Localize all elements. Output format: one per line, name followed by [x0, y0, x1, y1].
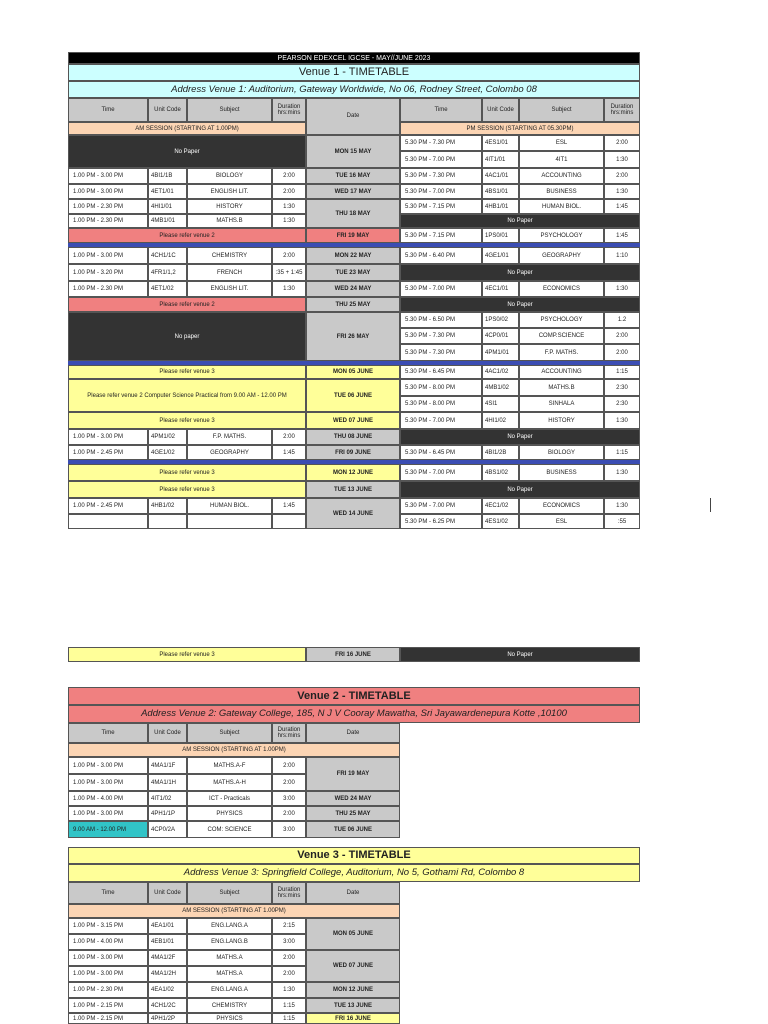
venue2-address: Address Venue 2: Gateway College, 185, N J V Cooray Mawatha, Sri Jayawardenepura Kotte ,10100 — [68, 705, 640, 723]
v2-date-fri-19-may: FRI 19 MAY — [306, 757, 400, 791]
am-row-1-time: 1.00 PM - 3.00 PM — [68, 168, 148, 184]
v2-row-1-time: 1.00 PM - 3.00 PM — [68, 757, 148, 774]
pm-row-9-subject: PSYCHOLOGY — [519, 312, 604, 328]
pm-row-17-duration: 1:30 — [604, 464, 640, 481]
v2-am-session: AM SESSION (STARTING AT 1.00PM) — [68, 743, 400, 757]
pm-row-5-unit: 4HB1/01 — [482, 199, 519, 214]
am-row-9-time: 1.00 PM - 2.45 PM — [68, 445, 148, 460]
pm-row-17-unit: 4BS1/02 — [482, 464, 519, 481]
pm-row-3-duration: 2:00 — [604, 168, 640, 184]
v3-row-7-subject: PHYSICS — [187, 1013, 272, 1024]
pm-row-14-time: 5.30 PM - 8.00 PM — [400, 396, 482, 412]
date-wed-07-june: WED 07 JUNE — [306, 412, 400, 429]
v2-header-col_unit: Unit Code — [148, 723, 187, 743]
pm-row-3-time: 5.30 PM - 7.30 PM — [400, 168, 482, 184]
am-row-8-time: 1.00 PM - 3.00 PM — [68, 429, 148, 445]
pm-row-10-time: 5.30 PM - 7.30 PM — [400, 328, 482, 344]
am-row-4-unit: 4MB1/01 — [148, 214, 187, 228]
pm-row-12-time: 5.30 PM - 6.45 PM — [400, 365, 482, 379]
v3-row-7-duration: 1:15 — [272, 1013, 306, 1024]
v2-row-1-duration: 2:00 — [272, 757, 306, 774]
pm-row-1-subject: ESL — [519, 135, 604, 151]
pm-row-8-duration: 1:30 — [604, 281, 640, 297]
am-row-10-time: 1.00 PM - 2.45 PM — [68, 498, 148, 514]
refer-venue3-d: Please refer venue 3 — [68, 481, 306, 498]
v2-date-wed-24-may: WED 24 MAY — [306, 791, 400, 806]
v2-row-3-duration: 3:00 — [272, 791, 306, 806]
pm-no-paper-4: No Paper — [400, 429, 640, 445]
pm-row-11-time: 5.30 PM - 7.30 PM — [400, 344, 482, 361]
v3-row-4-subject: MATHS.A — [187, 966, 272, 982]
date-wed-24-may: WED 24 MAY — [306, 281, 400, 297]
am-row-5-time: 1.00 PM - 3.00 PM — [68, 247, 148, 264]
pm-row-14-subject: SINHALA — [519, 396, 604, 412]
v2-row-1-subject: MATHS.A-F — [187, 757, 272, 774]
pm-header-col_subject: Subject — [519, 98, 604, 122]
pm-row-10-duration: 2:00 — [604, 328, 640, 344]
v2-row-1-unit: 4MA1/1F — [148, 757, 187, 774]
pm-row-12-unit: 4AC1/02 — [482, 365, 519, 379]
v2-row-4-subject: PHYSICS — [187, 806, 272, 821]
am-row-2-duration: 2:00 — [272, 184, 306, 199]
v3-row-2-unit: 4EB1/01 — [148, 934, 187, 950]
am-row-1-unit: 4BI1/1B — [148, 168, 187, 184]
v3-row-2-subject: ENG.LANG.B — [187, 934, 272, 950]
pm-row-19-duration: :55 — [604, 514, 640, 529]
date-thu-25-may: THU 25 MAY — [306, 297, 400, 312]
v2-date-tue-06-june: TUE 06 JUNE — [306, 821, 400, 838]
v2-row-4-unit: 4PH1/1P — [148, 806, 187, 821]
pm-row-15-time: 5.30 PM - 7.00 PM — [400, 412, 482, 429]
am-row-7-unit: 4ET1/02 — [148, 281, 187, 297]
v3-row-3-duration: 2:00 — [272, 950, 306, 966]
pm-row-6-time: 5.30 PM - 7.15 PM — [400, 228, 482, 243]
am-row-9-duration: 1:45 — [272, 445, 306, 460]
am-row-7-duration: 1:30 — [272, 281, 306, 297]
pm-row-4-subject: BUSINESS — [519, 184, 604, 199]
am-row-5-duration: 2:00 — [272, 247, 306, 264]
pm-row-9-time: 5.30 PM - 6.50 PM — [400, 312, 482, 328]
am-row-2-subject: ENGLISH LIT. — [187, 184, 272, 199]
v3-row-3-unit: 4MA1/2F — [148, 950, 187, 966]
pm-row-15-duration: 1:30 — [604, 412, 640, 429]
v3-row-4-unit: 4MA1/2H — [148, 966, 187, 982]
v2-header-col_time: Time — [68, 723, 148, 743]
header-col_duration: Duration hrs:mins — [272, 98, 306, 122]
pm-row-9-unit: 1PS0/02 — [482, 312, 519, 328]
v3-row-5-unit: 4EA1/02 — [148, 982, 187, 998]
refer-venue2-cs: Please refer venue 2 Computer Science Practical from 9.00 AM - 12.00 PM — [68, 379, 306, 412]
pm-row-17-subject: BUSINESS — [519, 464, 604, 481]
v2-date-thu-25-may: THU 25 MAY — [306, 806, 400, 821]
pm-row-13-unit: 4MB1/02 — [482, 379, 519, 396]
pm-header-col_unit: Unit Code — [482, 98, 519, 122]
v3-row-1-subject: ENG.LANG.A — [187, 918, 272, 934]
venue3-address: Address Venue 3: Springfield College, Auditorium, No 5, Gothami Rd, Colombo 8 — [68, 864, 640, 882]
pm-row-18-time: 5.30 PM - 7.00 PM — [400, 498, 482, 514]
refer-venue3-b: Please refer venue 3 — [68, 412, 306, 429]
am-row-5-unit: 4CH1/1C — [148, 247, 187, 264]
pm-row-3-unit: 4AC1/01 — [482, 168, 519, 184]
pm-row-16-subject: BIOLOGY — [519, 445, 604, 460]
am-row-7-time: 1.00 PM - 2.30 PM — [68, 281, 148, 297]
date-tue-06-june: TUE 06 JUNE — [306, 379, 400, 412]
refer-venue2-b: Please refer venue 2 — [68, 297, 306, 312]
v2-row-3-time: 1.00 PM - 4.00 PM — [68, 791, 148, 806]
pm-row-10-unit: 4CP0/01 — [482, 328, 519, 344]
v3-row-2-duration: 3:00 — [272, 934, 306, 950]
v3-row-5-duration: 1:30 — [272, 982, 306, 998]
pm-row-4-time: 5.30 PM - 7.00 PM — [400, 184, 482, 199]
pm-no-paper-1: No Paper — [400, 214, 640, 228]
date-mon-05-june: MON 05 JUNE — [306, 365, 400, 379]
pm-row-6-subject: PSYCHOLOGY — [519, 228, 604, 243]
pm-row-6-duration: 1:45 — [604, 228, 640, 243]
pm-row-2-duration: 1:30 — [604, 151, 640, 168]
pm-row-6-unit: 1PS0/01 — [482, 228, 519, 243]
venue2-title: Venue 2 - TIMETABLE — [68, 687, 640, 705]
pm-row-16-duration: 1:15 — [604, 445, 640, 460]
pm-row-13-time: 5.30 PM - 8.00 PM — [400, 379, 482, 396]
v2-row-5-duration: 3:00 — [272, 821, 306, 838]
am-row-6-time: 1.00 PM - 3.20 PM — [68, 264, 148, 281]
pm-row-1-unit: 4ES1/01 — [482, 135, 519, 151]
am-row-1-subject: BIOLOGY — [187, 168, 272, 184]
v2-header-date: Date — [306, 723, 400, 743]
am-row-6-duration: :35 + 1:45 — [272, 264, 306, 281]
pm-row-15-subject: HISTORY — [519, 412, 604, 429]
v3-header-col_unit: Unit Code — [148, 882, 187, 904]
pm-row-4-unit: 4BS1/01 — [482, 184, 519, 199]
pm-row-18-unit: 4EC1/02 — [482, 498, 519, 514]
pm-row-18-subject: ECONOMICS — [519, 498, 604, 514]
am-row-4-subject: MATHS.B — [187, 214, 272, 228]
date-wed-17-may: WED 17 MAY — [306, 184, 400, 199]
v2-row-2-subject: MATHS.A-H — [187, 774, 272, 791]
pm-row-4-duration: 1:30 — [604, 184, 640, 199]
refer-venue3-e: Please refer venue 3 — [68, 647, 306, 662]
pm-row-8-subject: ECONOMICS — [519, 281, 604, 297]
pm-row-11-unit: 4PM1/01 — [482, 344, 519, 361]
pm-header-col_time: Time — [400, 98, 482, 122]
header-col_time: Time — [68, 98, 148, 122]
am-row-2-unit: 4ET1/01 — [148, 184, 187, 199]
pm-row-14-unit: 4SI1 — [482, 396, 519, 412]
am-row-6-unit: 4FR1/1,2 — [148, 264, 187, 281]
date-tue-23-may: TUE 23 MAY — [306, 264, 400, 281]
date-mon-15-may: MON 15 MAY — [306, 135, 400, 168]
am-row-empty-blank-2 — [187, 514, 272, 529]
v3-header-col_duration: Duration hrs:mins — [272, 882, 306, 904]
am-row-7-subject: ENGLISH LIT. — [187, 281, 272, 297]
pm-row-7-unit: 4GE1/01 — [482, 247, 519, 264]
date-mon-22-may: MON 22 MAY — [306, 247, 400, 264]
pm-row-17-time: 5.30 PM - 7.00 PM — [400, 464, 482, 481]
v3-row-6-subject: CHEMISTRY — [187, 998, 272, 1013]
pm-row-18-duration: 1:30 — [604, 498, 640, 514]
v2-header-col_subject: Subject — [187, 723, 272, 743]
refer-venue3: Please refer venue 3 — [68, 365, 306, 379]
pm-row-3-subject: ACCOUNTING — [519, 168, 604, 184]
v2-row-5-subject: COM: SCIENCE — [187, 821, 272, 838]
text-cursor — [710, 498, 711, 512]
pm-row-10-subject: COMP.SCIENCE — [519, 328, 604, 344]
pm-row-9-duration: 1.2 — [604, 312, 640, 328]
v3-row-7-time: 1.00 PM - 2.15 PM — [68, 1013, 148, 1024]
am-row-8-unit: 4PM1/02 — [148, 429, 187, 445]
pm-row-7-time: 5.30 PM - 6.40 PM — [400, 247, 482, 264]
am-row-3-duration: 1:30 — [272, 199, 306, 214]
v2-row-2-unit: 4MA1/1H — [148, 774, 187, 791]
am-row-empty-blank-1 — [148, 514, 187, 529]
date-fri-09-june: FRI 09 JUNE — [306, 445, 400, 460]
header-date: Date — [306, 98, 400, 135]
venue1-title: Venue 1 - TIMETABLE — [68, 64, 640, 81]
am-row-9-subject: GEOGRAPHY — [187, 445, 272, 460]
am-row-8-subject: F.P. MATHS. — [187, 429, 272, 445]
date-tue-13-june: TUE 13 JUNE — [306, 481, 400, 498]
pm-row-5-subject: HUMAN BIOL. — [519, 199, 604, 214]
pm-row-2-time: 5.30 PM - 7.00 PM — [400, 151, 482, 168]
pm-row-19-unit: 4ES1/02 — [482, 514, 519, 529]
v3-row-3-time: 1.00 PM - 3.00 PM — [68, 950, 148, 966]
date-mon-12-june: MON 12 JUNE — [306, 464, 400, 481]
v3-row-2-time: 1.00 PM - 4.00 PM — [68, 934, 148, 950]
venue1-address: Address Venue 1: Auditorium, Gateway Worldwide, No 06, Rodney Street, Colombo 08 — [68, 81, 640, 98]
pm-row-11-subject: F.P. MATHS. — [519, 344, 604, 361]
pm-row-7-duration: 1:10 — [604, 247, 640, 264]
date-tue-16-may: TUE 16 MAY — [306, 168, 400, 184]
header-col_subject: Subject — [187, 98, 272, 122]
pm-row-7-subject: GEOGRAPHY — [519, 247, 604, 264]
am-row-empty-blank-0 — [68, 514, 148, 529]
pm-no-paper-3: No Paper — [400, 297, 640, 312]
am-row-5-subject: CHEMISTRY — [187, 247, 272, 264]
date-fri-19-may: FRI 19 MAY — [306, 228, 400, 243]
pm-session-label: PM SESSION (STARTING AT 05.30PM) — [400, 122, 640, 135]
am-row-4-time: 1.00 PM - 2.30 PM — [68, 214, 148, 228]
pm-row-13-duration: 2:30 — [604, 379, 640, 396]
v3-row-1-time: 1.00 PM - 3.15 PM — [68, 918, 148, 934]
v3-row-7-unit: 4PH1/2P — [148, 1013, 187, 1024]
pm-row-14-duration: 2:30 — [604, 396, 640, 412]
pm-row-16-unit: 4BI1/2B — [482, 445, 519, 460]
am-row-10-unit: 4HB1/02 — [148, 498, 187, 514]
am-row-10-subject: HUMAN BIOL. — [187, 498, 272, 514]
pm-row-8-unit: 4EC1/01 — [482, 281, 519, 297]
refer-venue3-c: Please refer venue 3 — [68, 464, 306, 481]
pm-no-paper-6: No Paper — [400, 647, 640, 662]
v3-row-5-time: 1.00 PM - 2.30 PM — [68, 982, 148, 998]
pm-row-1-time: 5.30 PM - 7.30 PM — [400, 135, 482, 151]
pm-row-12-subject: ACCOUNTING — [519, 365, 604, 379]
v2-row-4-time: 1.00 PM - 3.00 PM — [68, 806, 148, 821]
am-row-2-time: 1.00 PM - 3.00 PM — [68, 184, 148, 199]
v2-row-3-unit: 4IT1/02 — [148, 791, 187, 806]
v3-row-6-duration: 1:15 — [272, 998, 306, 1013]
v3-row-1-unit: 4EA1/01 — [148, 918, 187, 934]
v3-row-4-time: 1.00 PM - 3.00 PM — [68, 966, 148, 982]
pm-row-13-subject: MATHS.B — [519, 379, 604, 396]
pm-row-19-time: 5.30 PM - 6.25 PM — [400, 514, 482, 529]
refer-venue2: Please refer venue 2 — [68, 228, 306, 243]
v3-row-3-subject: MATHS.A — [187, 950, 272, 966]
v2-row-3-subject: ICT - Practicals — [187, 791, 272, 806]
v2-header-col_duration: Duration hrs:mins — [272, 723, 306, 743]
v3-row-6-time: 1.00 PM - 2.15 PM — [68, 998, 148, 1013]
v2-row-5-time: 9.00 AM - 12.00 PM — [68, 821, 148, 838]
pm-row-11-duration: 2:00 — [604, 344, 640, 361]
pm-no-paper-2: No Paper — [400, 264, 640, 281]
v3-date-wed-07-june: WED 07 JUNE — [306, 950, 400, 982]
v3-row-6-unit: 4CH1/2C — [148, 998, 187, 1013]
date-thu-18-may: THU 18 MAY — [306, 199, 400, 228]
pm-row-12-duration: 1:15 — [604, 365, 640, 379]
pm-row-2-unit: 4IT1/01 — [482, 151, 519, 168]
venue3-title: Venue 3 - TIMETABLE — [68, 847, 640, 864]
pm-row-1-duration: 2:00 — [604, 135, 640, 151]
no-paper-block-2: No paper — [68, 312, 306, 361]
v3-row-4-duration: 2:00 — [272, 966, 306, 982]
v3-date-tue-13-june: TUE 13 JUNE — [306, 998, 400, 1013]
v2-row-2-duration: 2:00 — [272, 774, 306, 791]
pm-header-col_duration: Duration hrs:mins — [604, 98, 640, 122]
am-row-3-subject: HISTORY — [187, 199, 272, 214]
pm-no-paper-5: No Paper — [400, 481, 640, 498]
header-col_unit: Unit Code — [148, 98, 187, 122]
am-row-3-unit: 4HI1/01 — [148, 199, 187, 214]
exam-title-bar: PEARSON EDEXCEL IGCSE - MAY//JUNE 2023 — [68, 52, 640, 64]
am-row-3-time: 1.00 PM - 2.30 PM — [68, 199, 148, 214]
date-wed-14-june: WED 14 JUNE — [306, 498, 400, 529]
am-row-8-duration: 2:00 — [272, 429, 306, 445]
v3-date-fri-16-june: FRI 16 JUNE — [306, 1013, 400, 1024]
v3-header-col_subject: Subject — [187, 882, 272, 904]
pm-row-2-subject: 4IT1 — [519, 151, 604, 168]
v3-date-mon-05-june: MON 05 JUNE — [306, 918, 400, 950]
v2-row-4-duration: 2:00 — [272, 806, 306, 821]
am-row-9-unit: 4GE1/02 — [148, 445, 187, 460]
pm-row-16-time: 5.30 PM - 6.45 PM — [400, 445, 482, 460]
am-row-1-duration: 2:00 — [272, 168, 306, 184]
am-row-4-duration: 1:30 — [272, 214, 306, 228]
v3-date-mon-12-june: MON 12 JUNE — [306, 982, 400, 998]
pm-row-5-duration: 1:45 — [604, 199, 640, 214]
v2-row-5-unit: 4CP0/2A — [148, 821, 187, 838]
pm-row-15-unit: 4HI1/02 — [482, 412, 519, 429]
am-row-10-duration: 1:45 — [272, 498, 306, 514]
pm-row-8-time: 5.30 PM - 7.00 PM — [400, 281, 482, 297]
no-paper-block: No Paper — [68, 135, 306, 168]
v3-am-session: AM SESSION (STARTING AT 1.00PM) — [68, 904, 400, 918]
date-thu-08-june: THU 08 JUNE — [306, 429, 400, 445]
v3-row-1-duration: 2:15 — [272, 918, 306, 934]
date-fri-26-may: FRI 26 MAY — [306, 312, 400, 361]
pm-row-5-time: 5.30 PM - 7.15 PM — [400, 199, 482, 214]
v3-row-5-subject: ENG.LANG.A — [187, 982, 272, 998]
v2-row-2-time: 1.00 PM - 3.00 PM — [68, 774, 148, 791]
am-row-6-subject: FRENCH — [187, 264, 272, 281]
pm-row-19-subject: ESL — [519, 514, 604, 529]
date-fri-16-june: FRI 16 JUNE — [306, 647, 400, 662]
am-session-label: AM SESSION (STARTING AT 1.00PM) — [68, 122, 306, 135]
v3-header-col_time: Time — [68, 882, 148, 904]
am-row-empty-blank-3 — [272, 514, 306, 529]
v3-header-date: Date — [306, 882, 400, 904]
